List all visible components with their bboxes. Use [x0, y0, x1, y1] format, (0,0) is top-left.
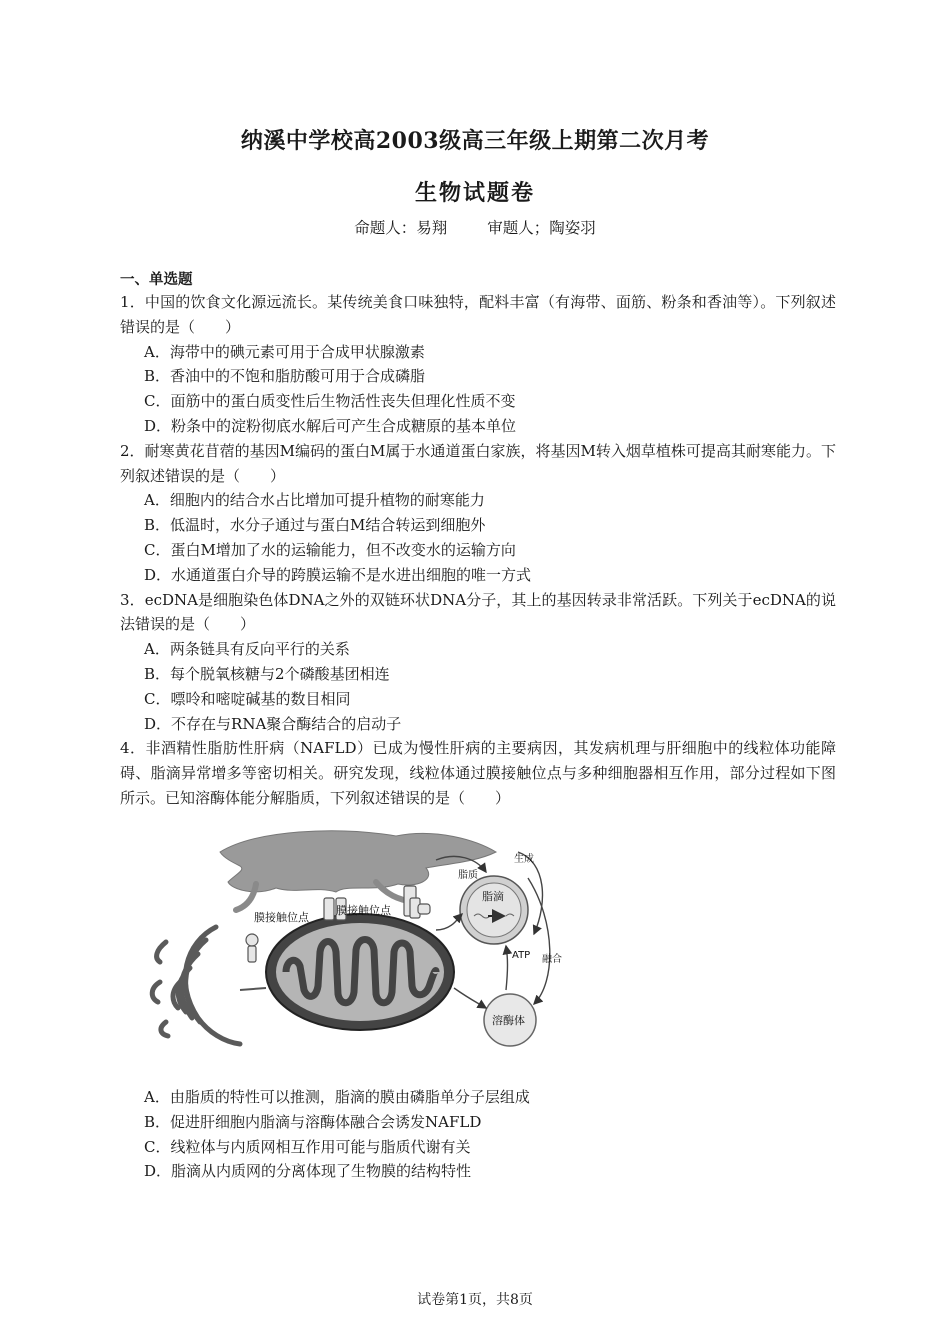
question-1-option-c: C．面筋中的蛋白质变性后生物活性丧失但理化性质不变	[144, 392, 516, 411]
label-atp: ATP	[512, 950, 531, 961]
question-4-stem: 4．非酒精性脂肪性肝病（NAFLD）已成为慢性肝病的主要病因，其发病机理与肝细胞中的线粒体功能障碍、脂滴异常增多等密切相关。研究发现，线粒体通过膜接触位点与多种细胞器相互作用，部分过程如下图所示。已知溶酶体能分解脂质，下列叙述错误的是（ ）	[120, 739, 836, 807]
question-3-option-d: D．不存在与RNA聚合酶结合的启动子	[144, 714, 402, 733]
question-3-stem: 3．ecDNA是细胞染色体DNA之外的双链环状DNA分子，其上的基因转录非常活跃。下列关于ecDNA的说法错误的是（ ）	[120, 590, 836, 634]
question-4-option-c: C．线粒体与内质网相互作用可能与脂质代谢有关	[144, 1137, 471, 1156]
endoplasmic-reticulum-shape	[220, 831, 496, 892]
label-lipid: 脂质	[458, 870, 478, 881]
label-droplet: 脂滴	[482, 890, 504, 903]
question-2-option-c: C．蛋白M增加了水的运输能力，但不改变水的运输方向	[144, 540, 516, 559]
label-lysosome: 溶酶体	[492, 1014, 525, 1027]
organelle-diagram	[136, 822, 576, 1062]
question-1-option-d: D．粉条中的淀粉彻底水解后可产生合成糖原的基本单位	[144, 416, 517, 435]
authors-line	[0, 216, 950, 238]
question-3-option-b: B．每个脱氧核糖与2个磷酸基团相连	[144, 664, 390, 683]
page-footer: 试卷第1页，共8页	[417, 1292, 533, 1308]
question-4-options	[120, 1085, 836, 1184]
label-contact-site-left: 膜接触位点	[254, 911, 309, 924]
question-1-option-b: B．香油中的不饱和脂肪酸可用于合成磷脂	[144, 367, 426, 386]
golgi-apparatus-shape	[152, 927, 240, 1044]
question-3-option-a: A．两条链具有反向平行的关系	[144, 640, 350, 659]
question-1-option-a: A．海带中的碘元素可用于合成甲状腺激素	[144, 342, 425, 361]
label-fusion: 融合	[542, 954, 562, 965]
question-2-option-a: A．细胞内的结合水占比增加可提升植物的耐寒能力	[144, 491, 485, 510]
question-4-option-b: B．促进肝细胞内脂滴与溶酶体融合会诱发NAFLD	[144, 1112, 482, 1131]
question-2-stem: 2．耐寒黄花苜蓿的基因M编码的蛋白M属于水通道蛋白家族，将基因M转入烟草植株可提高其耐寒能力。下列叙述错误的是（ ）	[120, 441, 836, 485]
question-4-option-d: D．脂滴从内质网的分离体现了生物膜的结构特性	[144, 1162, 472, 1181]
section-heading: 一、单选题	[120, 271, 193, 288]
exam-subtitle: 生物试题卷	[414, 180, 535, 206]
mitochondrion-shape	[266, 914, 454, 1030]
exam-title: 纳溪中学校高2003级高三年级上期第二次月考	[240, 128, 710, 154]
author-label: 命题人：易翔	[354, 219, 448, 237]
question-4-option-a: A．由脂质的特性可以推测，脂滴的膜由磷脂单分子层组成	[144, 1088, 530, 1106]
questions-block	[120, 290, 836, 811]
label-contact-site-right: 膜接触位点	[336, 904, 391, 917]
question-1-stem: 1．中国的饮食文化源远流长。某传统美食口味独特，配料丰富（有海带、面筋、粉条和香油等）。下列叙述错误的是（ ）	[120, 293, 836, 336]
organelle-diagram-svg	[136, 822, 576, 1062]
reviewer-label: 审题人；陶姿羽	[487, 219, 596, 237]
lipid-droplet	[460, 876, 528, 944]
question-3-option-c: C．嘌呤和嘧啶碱基的数目相同	[144, 689, 351, 708]
question-2-option-d: D．水通道蛋白介导的跨膜运输不是水进出细胞的唯一方式	[144, 565, 532, 584]
label-produce: 生成	[514, 854, 534, 865]
question-2-option-b: B．低温时，水分子通过与蛋白M结合转运到细胞外	[144, 516, 486, 535]
